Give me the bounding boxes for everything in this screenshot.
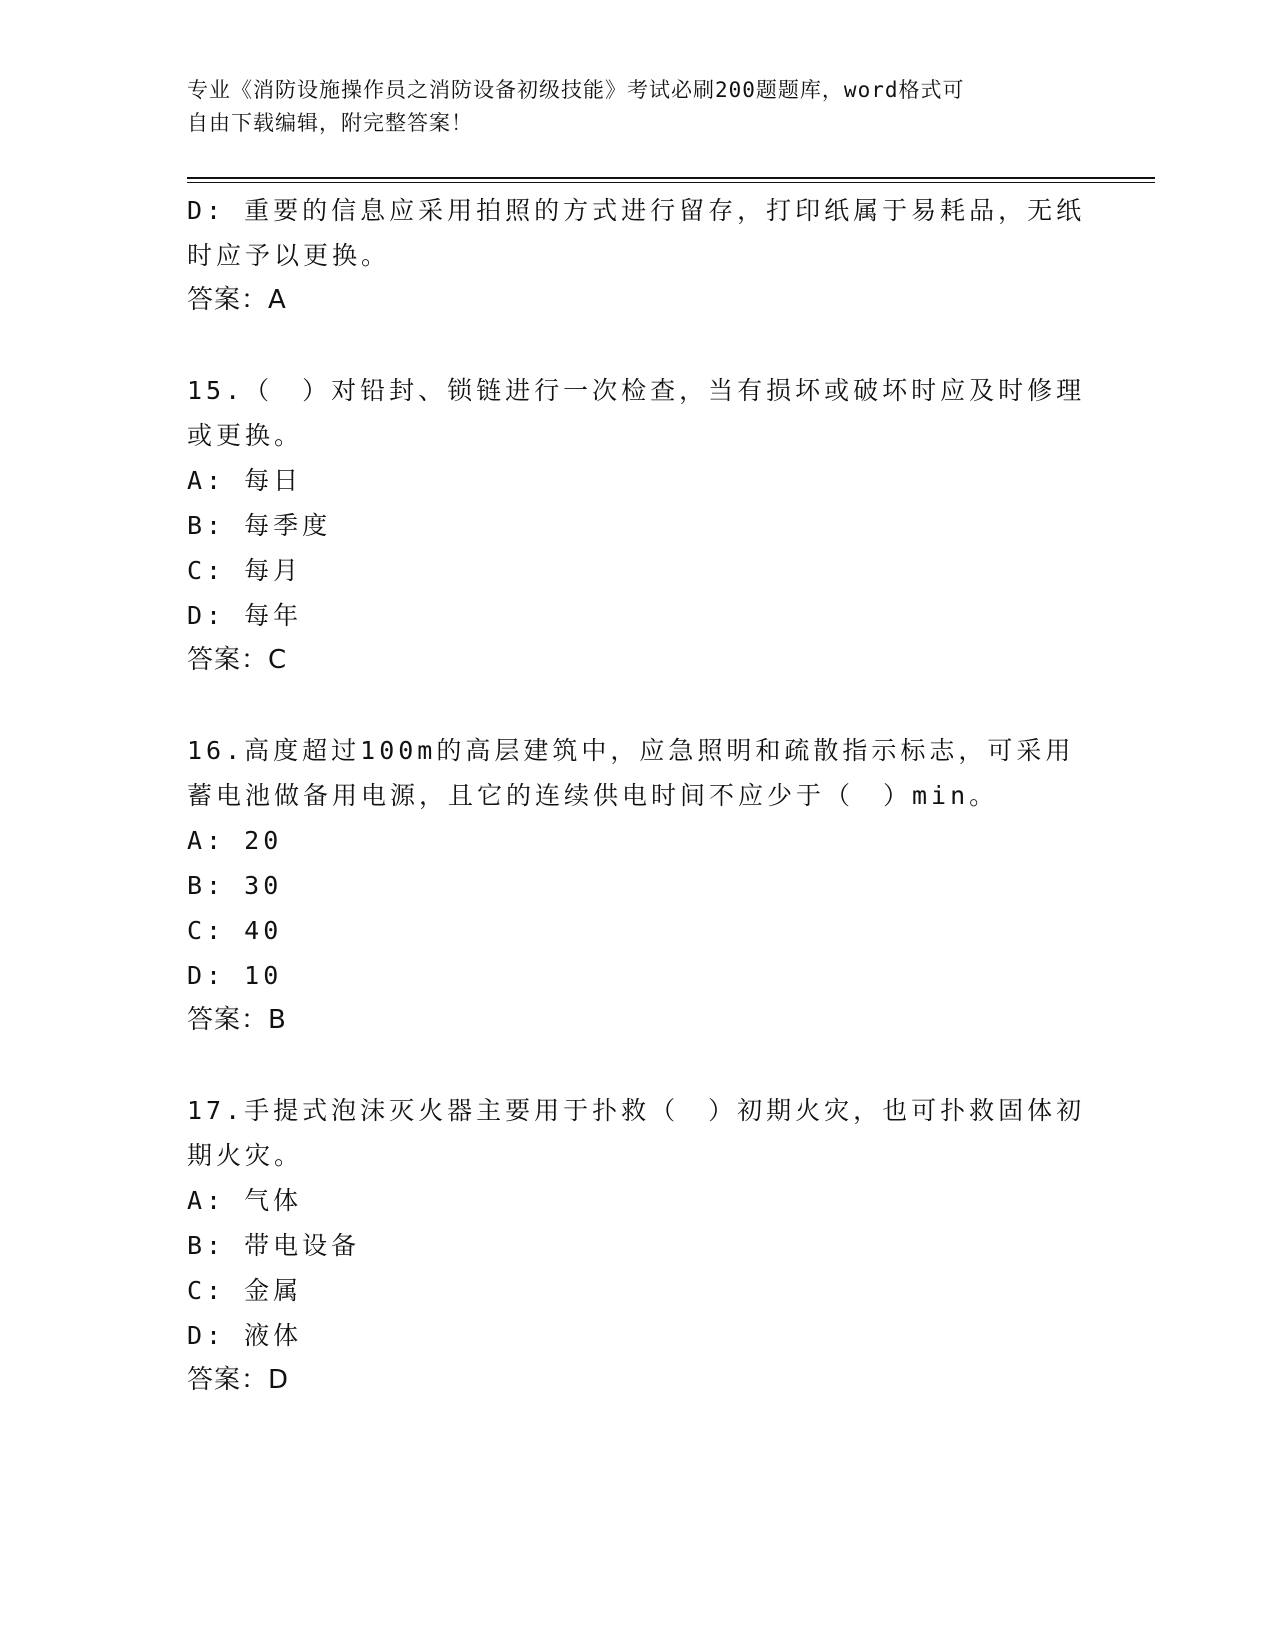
option-a: A: 20 xyxy=(187,826,283,855)
question-text-line2: 或更换。 xyxy=(187,421,304,450)
question-17 xyxy=(187,1088,1087,1403)
question-16 xyxy=(187,728,1087,1043)
option-d: D: 液体 xyxy=(187,1321,303,1350)
document-body xyxy=(187,188,1087,1403)
answer-label: 答案：C xyxy=(187,645,288,675)
answer-label: 答案：B xyxy=(187,1005,287,1035)
question-15 xyxy=(187,368,1087,683)
spacer xyxy=(187,1043,1087,1088)
answer-label: 答案：A xyxy=(187,285,287,315)
option-c: C: 每月 xyxy=(187,556,303,585)
question-text-line2: 蓄电池做备用电源，且它的连续供电时间不应少于（ ）min。 xyxy=(187,781,999,810)
option-d: D: 10 xyxy=(187,961,283,990)
header-title-line1: 专业《消防设施操作员之消防设备初级技能》考试必刷200题题库，word格式可 xyxy=(187,78,965,102)
option-b: B: 带电设备 xyxy=(187,1231,361,1260)
question-text-line1: 16.高度超过100m的高层建筑中，应急照明和疏散指示标志，可采用 xyxy=(187,736,1075,765)
option-a: A: 气体 xyxy=(187,1186,303,1215)
option-b: B: 每季度 xyxy=(187,511,332,540)
option-d-line1: D: 重要的信息应采用拍照的方式进行留存，打印纸属于易耗品，无纸 xyxy=(187,196,1086,225)
header-rule-thick xyxy=(187,177,1155,179)
header-rule-thin xyxy=(187,182,1155,183)
spacer xyxy=(187,323,1087,368)
option-a: A: 每日 xyxy=(187,466,303,495)
option-c: C: 金属 xyxy=(187,1276,303,1305)
option-b: B: 30 xyxy=(187,871,283,900)
spacer xyxy=(187,683,1087,728)
option-d-line2: 时应予以更换。 xyxy=(187,241,391,270)
question-text-line1: 15.（ ）对铅封、锁链进行一次检查，当有损坏或破坏时应及时修理 xyxy=(187,376,1086,405)
question-text-line2: 期火灾。 xyxy=(187,1141,304,1170)
answer-label: 答案：D xyxy=(187,1365,290,1395)
option-c: C: 40 xyxy=(187,916,283,945)
header-title-line2: 自由下载编辑，附完整答案！ xyxy=(187,111,473,135)
option-d: D: 每年 xyxy=(187,601,303,630)
question-14-tail xyxy=(187,188,1087,323)
question-text-line1: 17.手提式泡沫灭火器主要用于扑救（ ）初期火灾，也可扑救固体初 xyxy=(187,1096,1086,1125)
document-header xyxy=(187,74,1067,140)
